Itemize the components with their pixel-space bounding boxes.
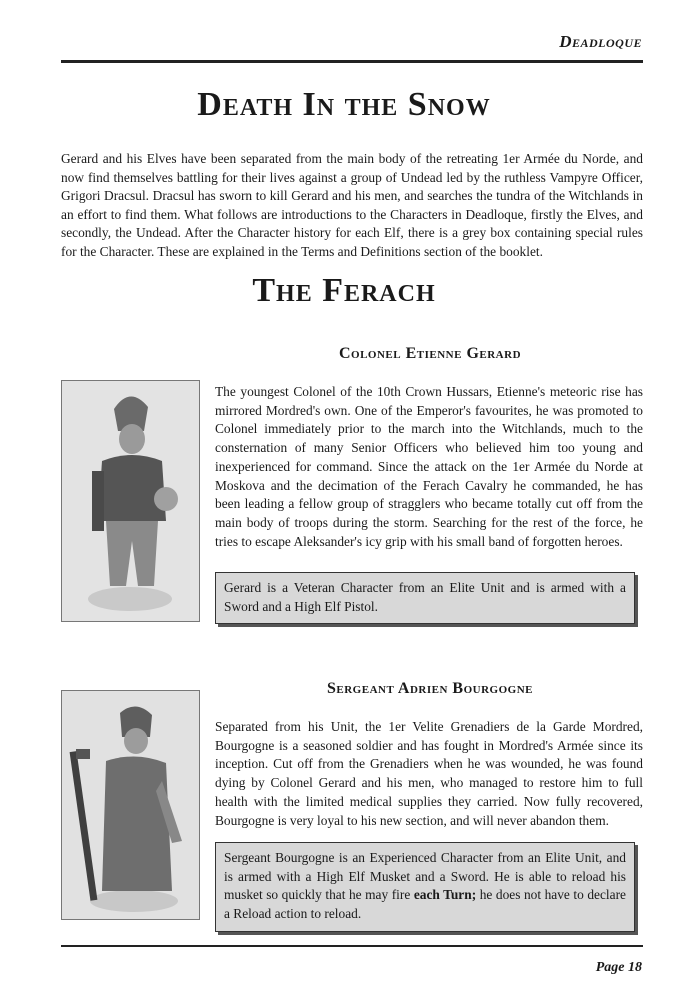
character-bio-bourgogne: Separated from his Unit, the 1er Velite Grenadiers de la Garde Mordred, Bourgogne is a seasoned soldier and has fought in Mordred's Armée since its inception. Cut off from the Grenadiers when he was wounded, he was found dying by Colonel Gerard and his men, who managed to restore him to full health with the limited medical supplies they carried. Now fully recovered, Bourgogne is very loyal to his new section, and will never abandon them. — [215, 719, 643, 828]
rules-box-gerard — [215, 572, 635, 624]
page-title: Death In the Snow — [197, 86, 491, 123]
header-rule — [61, 60, 643, 63]
rules-text: Gerard is a Veteran Character from an Elite Unit and is armed with a Sword and a High Elf Pistol. — [224, 580, 626, 614]
miniature-photo-bourgogne — [61, 690, 200, 920]
running-title: Deadloque — [559, 32, 642, 51]
section-title: The Ferach — [252, 272, 436, 309]
rules-text-bold: each Turn; — [413, 887, 477, 903]
rules-box-bourgogne — [215, 842, 635, 932]
character-name-gerard: Colonel Etienne Gerard — [338, 345, 522, 362]
rules-text-end: he does not have to declare a Reload action to reload. — [224, 887, 626, 921]
character-name-bourgogne: Sergeant Adrien Bourgogne — [327, 680, 533, 697]
character-bio-gerard: The youngest Colonel of the 10th Crown Hussars, Etienne's meteoric rise has mirrored Mordred's own. One of the Emperor's favourites, he was promoted to Colonel immediately prior to the march into the Witchlands, much to the consternation of many Senior Officers who believed him too young and inexperienced for command. Since the attack on the 1er Armée du Norde at Moskova and the decimation of the Ferach Cavalry he commanded, he has been leading a fellow group of stragglers who became totally cut off from the main body of troops during the storm. Searching for the rest of the force, he tries to escape Aleksander's icy grip with his small band of forgotten heroes. — [215, 384, 643, 549]
miniature-photo-gerard — [61, 380, 200, 622]
intro-paragraph: Gerard and his Elves have been separated from the main body of the retreating 1er Armée du Norde, and now find themselves battling for their lives against a group of Undead led by the ruthless Vampyre Officer, Grigori Dracsul. Dracsul has sworn to kill Gerard and his men, and searches the tundra of the Witchlands in an effort to find them. What follows are introductions to the Characters in Deadloque, firstly the Elves, and secondly, the Undead. After the Character history for each Elf, there is a grey box containing special rules for the Character. These are explained in the Terms and Definitions section of the booklet. — [61, 151, 643, 259]
rules-text: Sergeant Bourgogne is an Experienced Character from an Elite Unit, and is armed with a High Elf Musket and a Sword. He is able to reload his musket so quickly that he may fire — [224, 850, 626, 903]
footer-rule — [61, 945, 643, 947]
page-number: Page 18 — [595, 960, 642, 975]
